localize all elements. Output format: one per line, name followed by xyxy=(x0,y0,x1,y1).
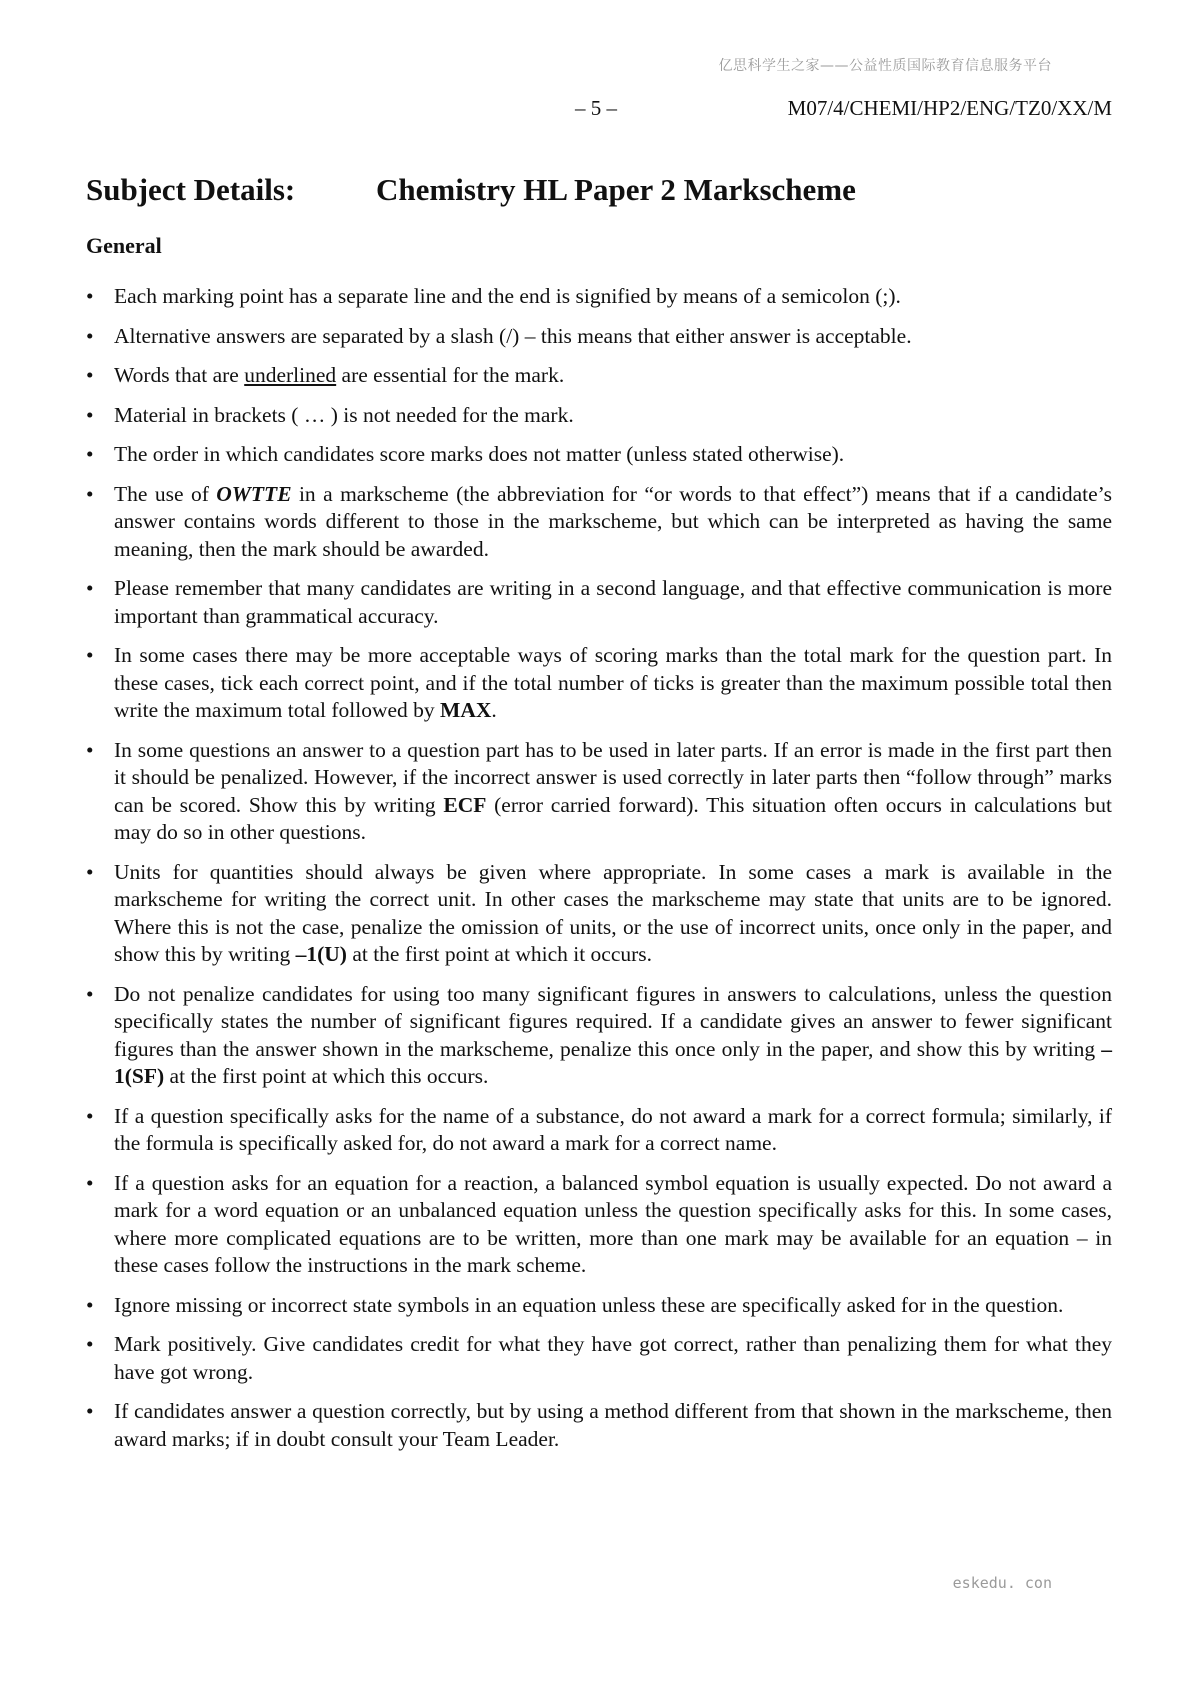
guideline-text: Each marking point has a separate line and the end is signified by means of a semicolon (;). xyxy=(114,284,901,308)
guideline-text: Do not penalize candidates for using too many significant figures in answers to calculations, unless the question specifically states the number of significant figures required. If a candidate gives an answer to fewer significant figures than the answer shown in the markscheme, penalize this once only in the paper, and show this by writing xyxy=(114,981,1112,1061)
guideline-text: The use of xyxy=(114,481,217,506)
guideline-item xyxy=(86,1103,1112,1158)
guideline-text: If a question specifically asks for the name of a substance, do not award a mark for a correct formula; similarly, if the formula is specifically asked for, do not award a mark for a correct name. xyxy=(114,1103,1112,1155)
guideline-text: The order in which candidates score marks does not matter (unless stated otherwise). xyxy=(114,442,845,466)
title-subject: Chemistry HL Paper 2 Markscheme xyxy=(376,172,856,207)
guideline-item xyxy=(86,1398,1112,1453)
guideline-item xyxy=(86,402,1112,430)
guideline-text: are essential for the mark. xyxy=(336,363,565,387)
guideline-text: In some questions an answer to a question part has to be used in later parts. If an error is made in the first part then it should be penalized. However, if the incorrect answer is used correctly in later parts then “follow through” marks can be scored. Show this by writing xyxy=(114,737,1112,817)
guideline-item xyxy=(86,1170,1112,1280)
guideline-text: (error carried forward). This situation often occurs in calculations but may do so in other questions. xyxy=(114,792,1112,844)
guideline-item xyxy=(86,859,1112,969)
guideline-text: at the first point at which this occurs. xyxy=(164,1064,489,1088)
guideline-text: Please remember that many candidates are writing in a second language, and that effective communication is more important than grammatical accuracy. xyxy=(114,576,1112,628)
guideline-text: Units for quantities should always be given where appropriate. In some cases a mark is available in the markscheme for writing the correct unit. In other cases the markscheme may state that units are to be ignored. Where this is not the case, penalize the omission of units, or the use of incorrect units, once only in the paper, and show this by writing xyxy=(114,859,1112,966)
page-header xyxy=(0,96,1191,124)
guideline-text: ECF xyxy=(443,792,487,817)
guideline-text: –1(SF) xyxy=(114,1036,1112,1088)
guideline-item xyxy=(86,981,1112,1091)
page-number: – 5 – xyxy=(575,96,617,120)
guideline-text: Mark positively. Give candidates credit for what they have got correct, rather than penalizing them for what they have got wrong. xyxy=(114,1332,1112,1384)
guideline-text: Ignore missing or incorrect state symbols in an equation unless these are specifically asked for in the question. xyxy=(114,1292,1064,1317)
guideline-text: If a question asks for an equation for a reaction, a balanced symbol equation is usually expected. Do not award a mark for a word equation or an unbalanced equation unless the question specifically asks for this. In some cases, where more complicated equations are to be written, more than one mark may be available for an equation – in these cases follow the instructions in the mark scheme. xyxy=(114,1170,1112,1277)
guideline-text: MAX xyxy=(440,698,492,722)
watermark-header-text: 亿思科学生之家——公益性质国际教育信息服务平台 xyxy=(718,58,1052,74)
guideline-item xyxy=(86,575,1112,630)
guideline-text: OWTTE xyxy=(216,481,292,506)
guideline-item xyxy=(86,323,1112,351)
guideline-text: . xyxy=(491,698,497,722)
guideline-text: In some cases there may be more acceptable ways of scoring marks than the total mark for the question part. In these cases, tick each correct point, and if the total number of ticks is greater than the maximum possible total then write the maximum total followed by xyxy=(114,643,1112,722)
guideline-text: –1(U) xyxy=(295,942,347,966)
guideline-text: in a markscheme (the abbreviation for “or words to that effect”) means that if a candidate’s answer contains words different to those in the markscheme, but which can be interpreted as having the same meaning, then the mark should be awarded. xyxy=(114,481,1112,561)
guideline-item xyxy=(86,1292,1112,1320)
marking-guidelines-list xyxy=(86,283,1112,1465)
guideline-item xyxy=(86,441,1112,469)
guideline-text: at the first point at which it occurs. xyxy=(346,942,653,966)
guideline-text: If candidates answer a question correctly, but by using a method different from that shown in the markscheme, then award marks; if in doubt consult your Team Leader. xyxy=(114,1399,1112,1451)
guideline-item xyxy=(86,283,1112,311)
paper-code: M07/4/CHEMI/HP2/ENG/TZ0/XX/M xyxy=(787,96,1112,120)
title-label: Subject Details: xyxy=(86,172,296,207)
section-heading: General xyxy=(86,233,162,258)
guideline-item xyxy=(86,642,1112,725)
guideline-item xyxy=(86,1331,1112,1386)
watermark-footer-text: eskedu. con xyxy=(952,1574,1052,1592)
guideline-item xyxy=(86,362,1112,390)
guideline-text: Alternative answers are separated by a slash (/) – this means that either answer is acceptable. xyxy=(114,323,912,348)
guideline-text: underlined xyxy=(244,363,337,387)
guideline-item xyxy=(86,737,1112,847)
guideline-item xyxy=(86,481,1112,564)
guideline-text: Words that are xyxy=(114,363,245,387)
guideline-text: Material in brackets ( … ) is not needed for the mark. xyxy=(114,402,574,427)
page-title xyxy=(86,172,856,208)
